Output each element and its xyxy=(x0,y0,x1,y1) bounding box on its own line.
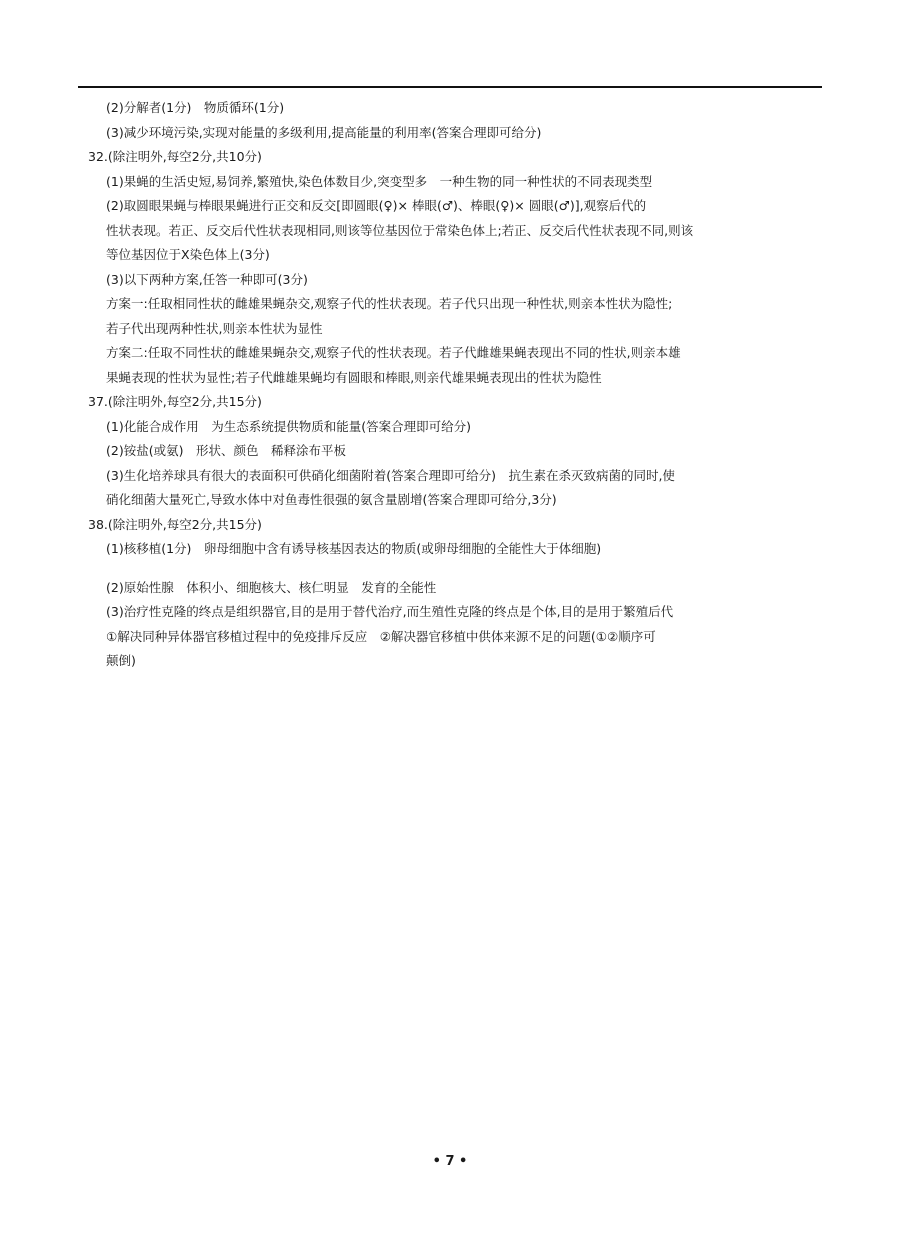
q38-part2: (2)原始性腺 体积小、细胞核大、核仁明显 发育的全能性 xyxy=(106,579,437,595)
q31-part2: (2)分解者(1分) 物质循环(1分) xyxy=(106,100,285,115)
q37-part1: (1)化能合成作用 为生态系统提供物质和能量(答案合理即可给分) xyxy=(106,418,471,434)
q37-heading: 37.(除注明外,每空2分,共15分) xyxy=(88,394,262,409)
q38-part3-line3: 颠倒) xyxy=(106,653,136,668)
q38-heading: 38.(除注明外,每空2分,共15分) xyxy=(88,516,262,532)
q38-part1: (1)核移植(1分) 卵母细胞中含有诱导核基因表达的物质(或卵母细胞的全能性大于体细胞) xyxy=(106,541,602,556)
header-rule xyxy=(78,86,822,88)
page-number: • 7 • xyxy=(432,1154,468,1169)
q32-part1: (1)果蝇的生活史短,易饲养,繁殖快,染色体数目少,突变型多 一种生物的同一种性状的不同表现类型 xyxy=(106,173,653,189)
answer-key xyxy=(88,96,758,674)
q37-part2: (2)铵盐(或氨) 形状、颜色 稀释涂布平板 xyxy=(106,443,346,458)
q31-part3: (3)减少环境污染,实现对能量的多级利用,提高能量的利用率(答案合理即可给分) xyxy=(106,124,542,140)
q32-plan2-line2: 果蝇表现的性状为显性;若子代雌雄果蝇均有圆眼和棒眼,则亲代雄果蝇表现出的性状为隐性 xyxy=(106,369,602,385)
q32-plan1-line2: 若子代出现两种性状,则亲本性状为显性 xyxy=(106,320,323,336)
q32-part2-line1: (2)取圆眼果蝇与棒眼果蝇进行正交和反交[即圆眼(♀)× 棒眼(♂)、棒眼(♀)× 圆眼(♂)],观察后代的 xyxy=(106,198,647,213)
q38-part3-line2: ①解决同种异体器官移植过程中的免疫排斥反应 ②解决器官移植中供体来源不足的问题(①②顺序可 xyxy=(106,628,656,644)
q38-part3-line1: (3)治疗性克隆的终点是组织器官,目的是用于替代治疗,而生殖性克隆的终点是个体,目的是用于繁殖后代 xyxy=(106,604,674,619)
q32-heading: 32.(除注明外,每空2分,共10分) xyxy=(88,149,262,164)
q37-part3-line1: (3)生化培养球具有很大的表面积可供硝化细菌附着(答案合理即可给分) 抗生素在杀灭致病菌的同时,使 xyxy=(106,467,675,483)
q32-part2-line3: 等位基因位于X染色体上(3分) xyxy=(106,247,270,262)
q32-part3: (3)以下两种方案,任答一种即可(3分) xyxy=(106,271,308,287)
q32-plan2-line1: 方案二:任取不同性状的雌雄果蝇杂交,观察子代的性状表现。若子代雌雄果蝇表现出不同的性状,则亲本雄 xyxy=(106,345,681,360)
q32-plan1-line1: 方案一:任取相同性状的雌雄果蝇杂交,观察子代的性状表现。若子代只出现一种性状,则亲本性状为隐性; xyxy=(106,296,673,311)
q32-part2-line2: 性状表现。若正、反交后代性状表现相同,则该等位基因位于常染色体上;若正、反交后代性状表现不同,则该 xyxy=(106,222,694,238)
q37-part3-line2: 硝化细菌大量死亡,导致水体中对鱼毒性很强的氨含量剧增(答案合理即可给分,3分) xyxy=(106,492,557,507)
